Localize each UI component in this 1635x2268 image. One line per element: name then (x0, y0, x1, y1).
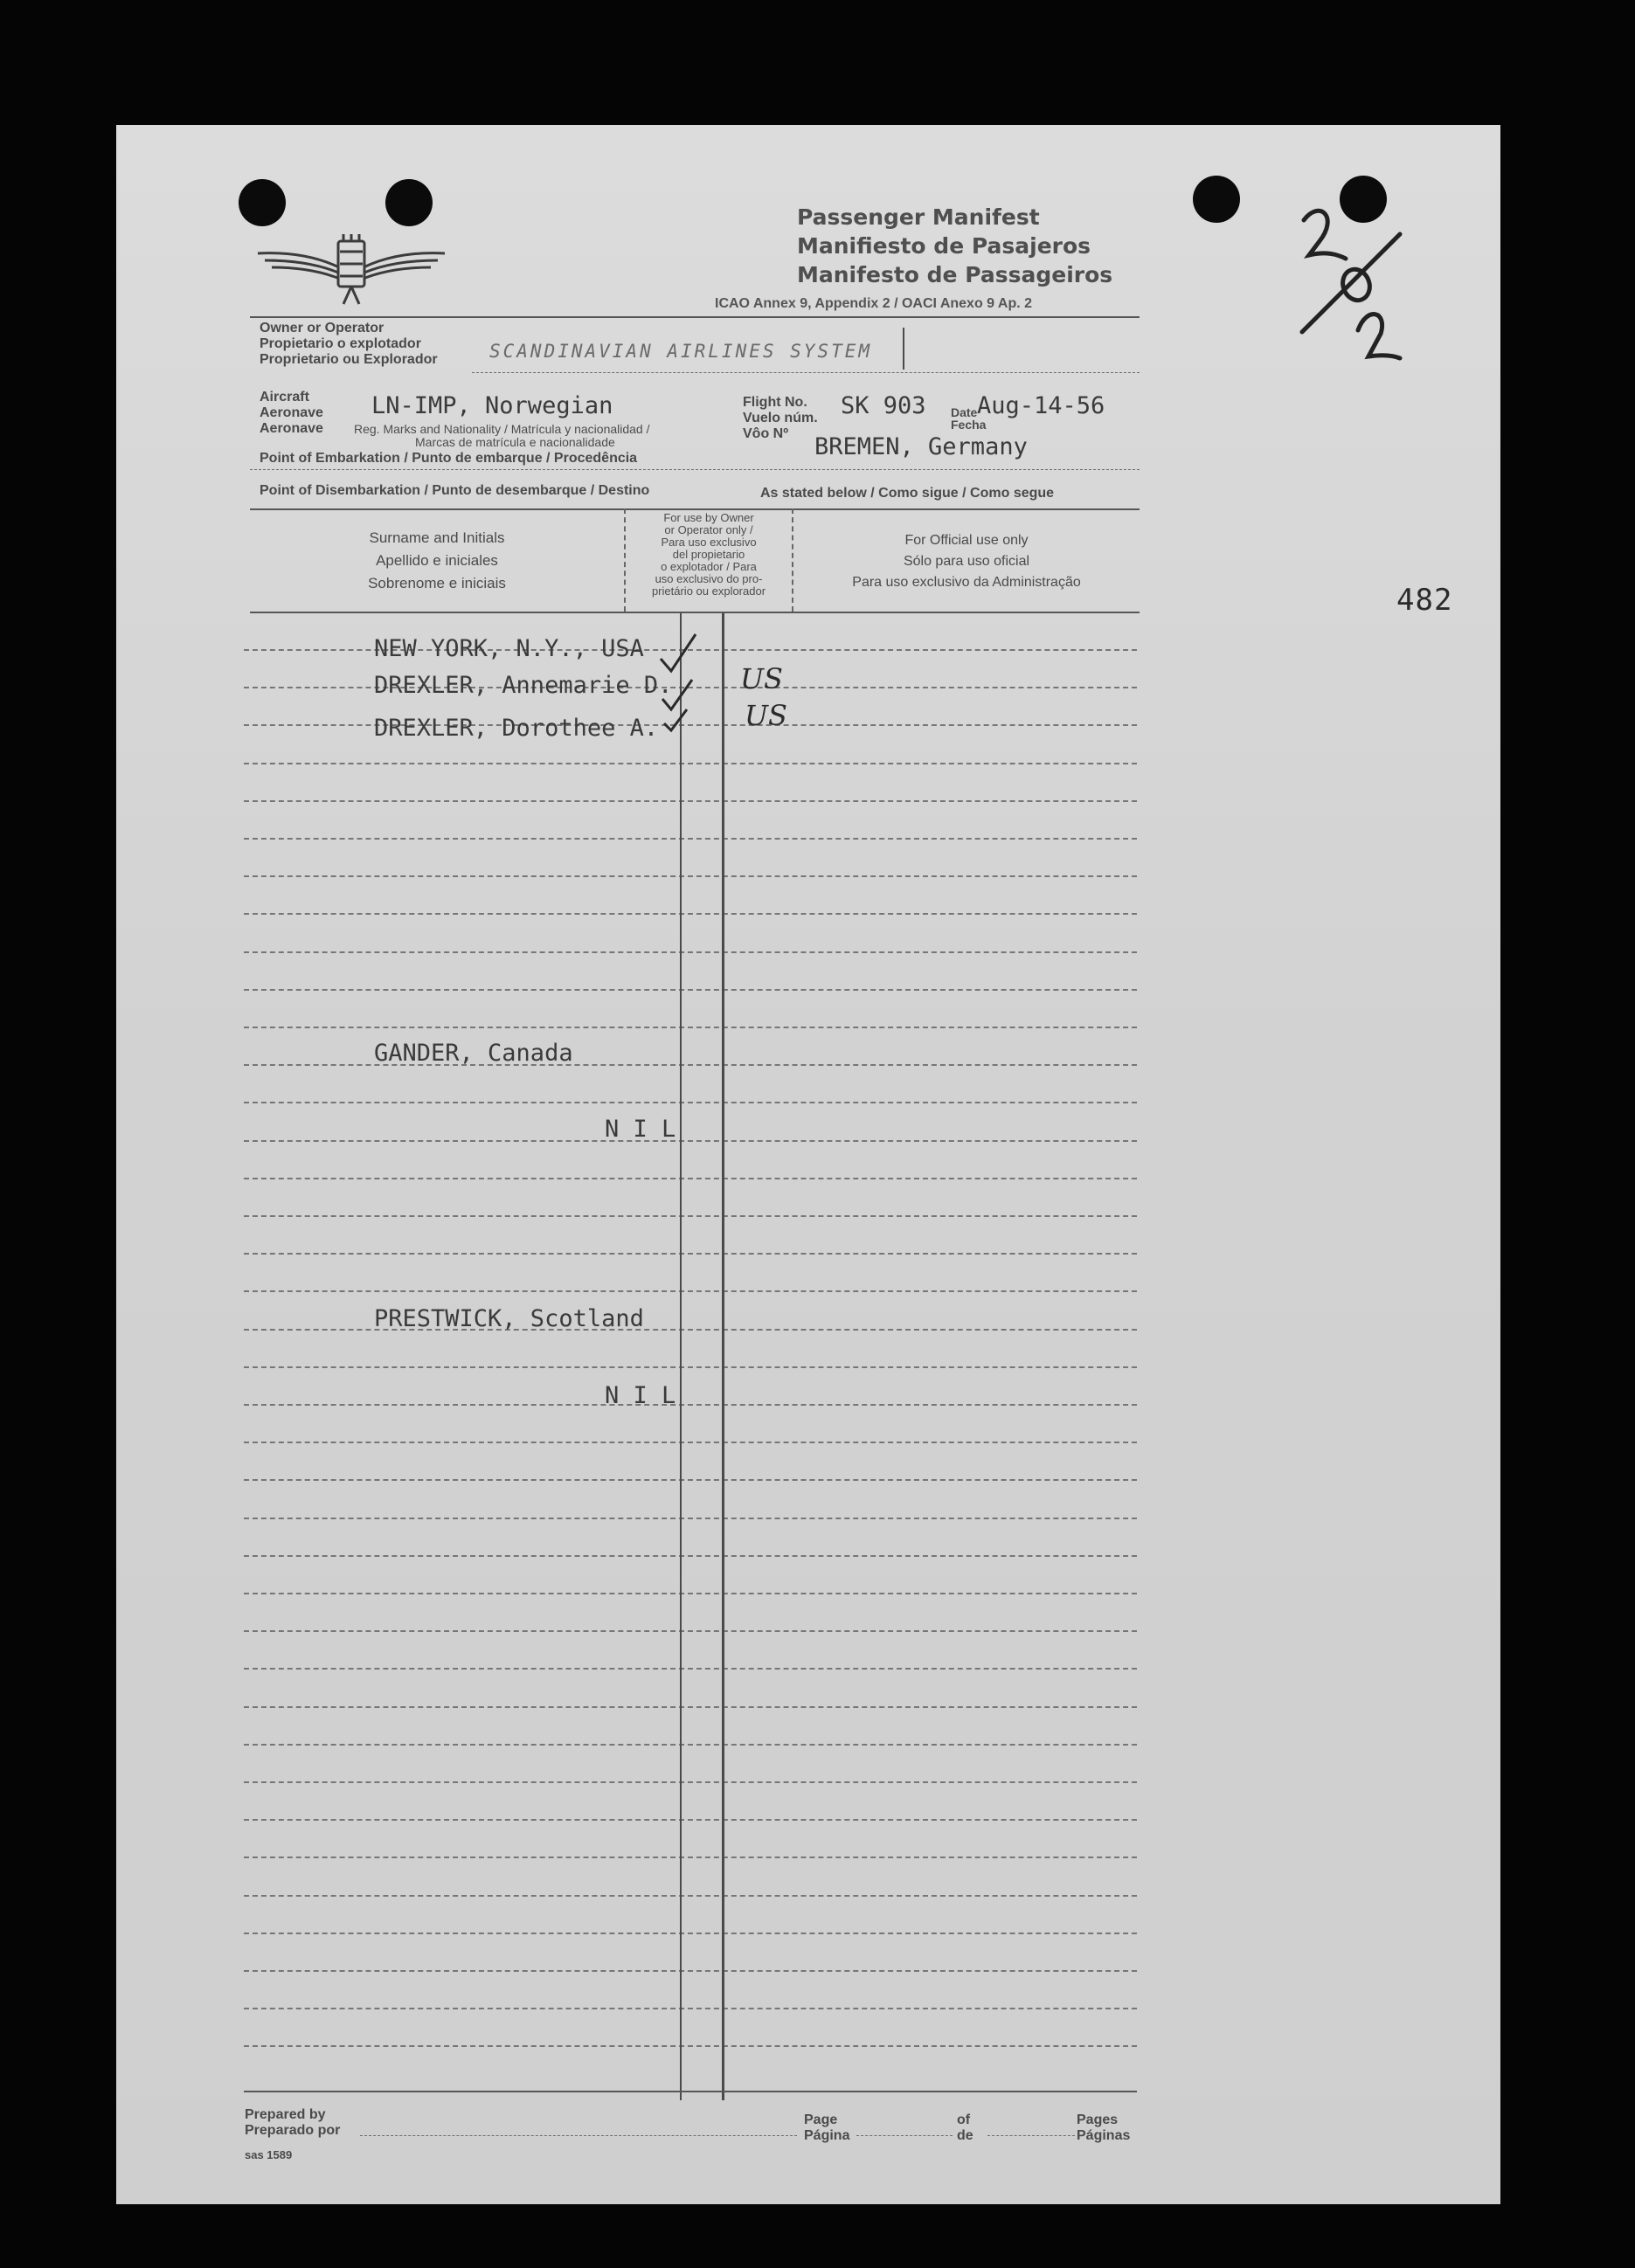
ruled-line (244, 1555, 1137, 1557)
ruled-line (244, 1479, 1137, 1481)
ruled-line (244, 1140, 1137, 1142)
aircraft-label: Aircraft Aeronave Aeronave (260, 390, 323, 436)
punch-hole (239, 179, 286, 226)
ruled-line (244, 1253, 1137, 1255)
aircraft-value: LN-IMP, Norwegian (371, 392, 613, 419)
ruled-line (244, 1895, 1137, 1897)
ruled-line (244, 1668, 1137, 1670)
as-stated-label: As stated below / Como sigue / Como segue (760, 486, 1055, 501)
ruled-line (244, 1706, 1137, 1708)
passenger-2-nationality: US (745, 699, 787, 732)
side-page-number: 482 (1396, 583, 1453, 618)
ruled-line (244, 1178, 1137, 1179)
date-label: Date Fecha (951, 405, 987, 432)
total-pages-line (987, 2135, 1075, 2136)
ruled-line (244, 1593, 1137, 1594)
ruled-line (244, 1215, 1137, 1217)
owner-tick (903, 328, 904, 370)
icao-reference: ICAO Annex 9, Appendix 2 / OACI Anexo 9 Ap. 2 (715, 296, 1033, 311)
ruled-line (244, 1744, 1137, 1746)
nil-entry-gander: N I L (605, 1116, 676, 1143)
manifest-title (797, 203, 1112, 289)
passenger-entry-2: DREXLER, Dorothee A. (374, 715, 659, 742)
owner-column-right-line (722, 613, 724, 2100)
ruled-line (244, 1970, 1137, 1972)
column-head-top-rule (250, 508, 1140, 510)
ruled-line (244, 913, 1137, 915)
embarkation-underline (250, 469, 1140, 470)
destination-new-york: NEW YORK, N.Y., USA (374, 635, 644, 662)
table-bottom-rule (244, 2091, 1137, 2092)
owner-column-left-line (680, 613, 682, 2100)
embarkation-value: BREMEN, Germany (814, 433, 1028, 460)
owner-value: SCANDINAVIAN AIRLINES SYSTEM (489, 341, 873, 362)
header-top-rule (250, 316, 1140, 318)
airline-emblem-icon (256, 234, 447, 313)
official-column-header: For Official use only Sólo para uso oficial Para uso exclusivo da Administração (852, 533, 1081, 590)
ruled-line (244, 1102, 1137, 1103)
flight-label: Flight No. Vuelo núm. Vôo Nº (743, 395, 818, 441)
ruled-line (244, 1819, 1137, 1821)
ruled-line (244, 1518, 1137, 1519)
prepared-by-line (360, 2135, 797, 2136)
ruled-line (244, 838, 1137, 840)
ruled-line (244, 1027, 1137, 1028)
ruled-line (244, 800, 1137, 802)
ruled-line (244, 951, 1137, 953)
ruled-line (244, 1857, 1137, 1858)
handwritten-fraction (1285, 201, 1407, 367)
flight-date: Aug-14-56 (977, 392, 1105, 419)
owner-use-column-header: For use by Owner or Operator only / Para uso exclusivo del propietario o explotador / Para uso exclusivo do pro- prietário ou explorador (651, 511, 766, 598)
title-line-en: Passenger Manifest (797, 204, 1040, 230)
owner-label: Owner or Operator Propietario o explotador Proprietario ou Explorador (260, 321, 438, 367)
punch-hole (385, 179, 433, 226)
of-label: of de (957, 2112, 973, 2143)
passenger-1-nationality: US (740, 662, 783, 695)
form-number: sas 1589 (245, 2148, 293, 2161)
ruled-line (244, 1442, 1137, 1443)
ruled-line (244, 875, 1137, 877)
owner-underline (472, 372, 1140, 373)
ruled-line (244, 1290, 1137, 1292)
ruled-line (244, 2045, 1137, 2047)
embarkation-label: Point of Embarkation / Punto de embarque / Procedência (260, 451, 638, 466)
ruled-line (244, 1404, 1137, 1406)
ruled-line (244, 1366, 1137, 1368)
aircraft-sublabel-1: Reg. Marks and Nationality / Matrícula y nacionalidad / (354, 422, 650, 436)
title-line-es: Manifiesto de Pasajeros (797, 233, 1091, 259)
check-mark-icon (657, 629, 710, 734)
destination-prestwick: PRESTWICK, Scotland (374, 1305, 644, 1332)
column-head-bottom-rule (250, 612, 1140, 613)
punch-hole (1193, 176, 1240, 223)
page-label: Page Página (804, 2112, 850, 2143)
ruled-line (244, 1781, 1137, 1783)
surname-column-header: Surname and Initials Apellido e iniciales Sobrenome e iniciais (368, 529, 506, 591)
ruled-line (244, 989, 1137, 991)
nil-entry-prestwick: N I L (605, 1382, 676, 1409)
title-line-pt: Manifesto de Passageiros (797, 262, 1113, 287)
pages-label: Pages Páginas (1077, 2112, 1131, 2143)
destination-gander: GANDER, Canada (374, 1040, 573, 1067)
ruled-line (244, 763, 1137, 764)
ruled-line (244, 1933, 1137, 1934)
aircraft-sublabel-2: Marcas de matrícula e nacionalidade (415, 435, 615, 449)
prepared-by-label: Prepared by Preparado por (245, 2107, 341, 2138)
passenger-entry-1: DREXLER, Annemarie D. (374, 672, 673, 699)
page-number-line (856, 2135, 953, 2136)
ruled-line (244, 2008, 1137, 2009)
ruled-line (244, 1630, 1137, 1632)
flight-number: SK 903 (841, 392, 926, 419)
disembarkation-label: Point of Disembarkation / Punto de desembarque / Destino (260, 483, 650, 498)
